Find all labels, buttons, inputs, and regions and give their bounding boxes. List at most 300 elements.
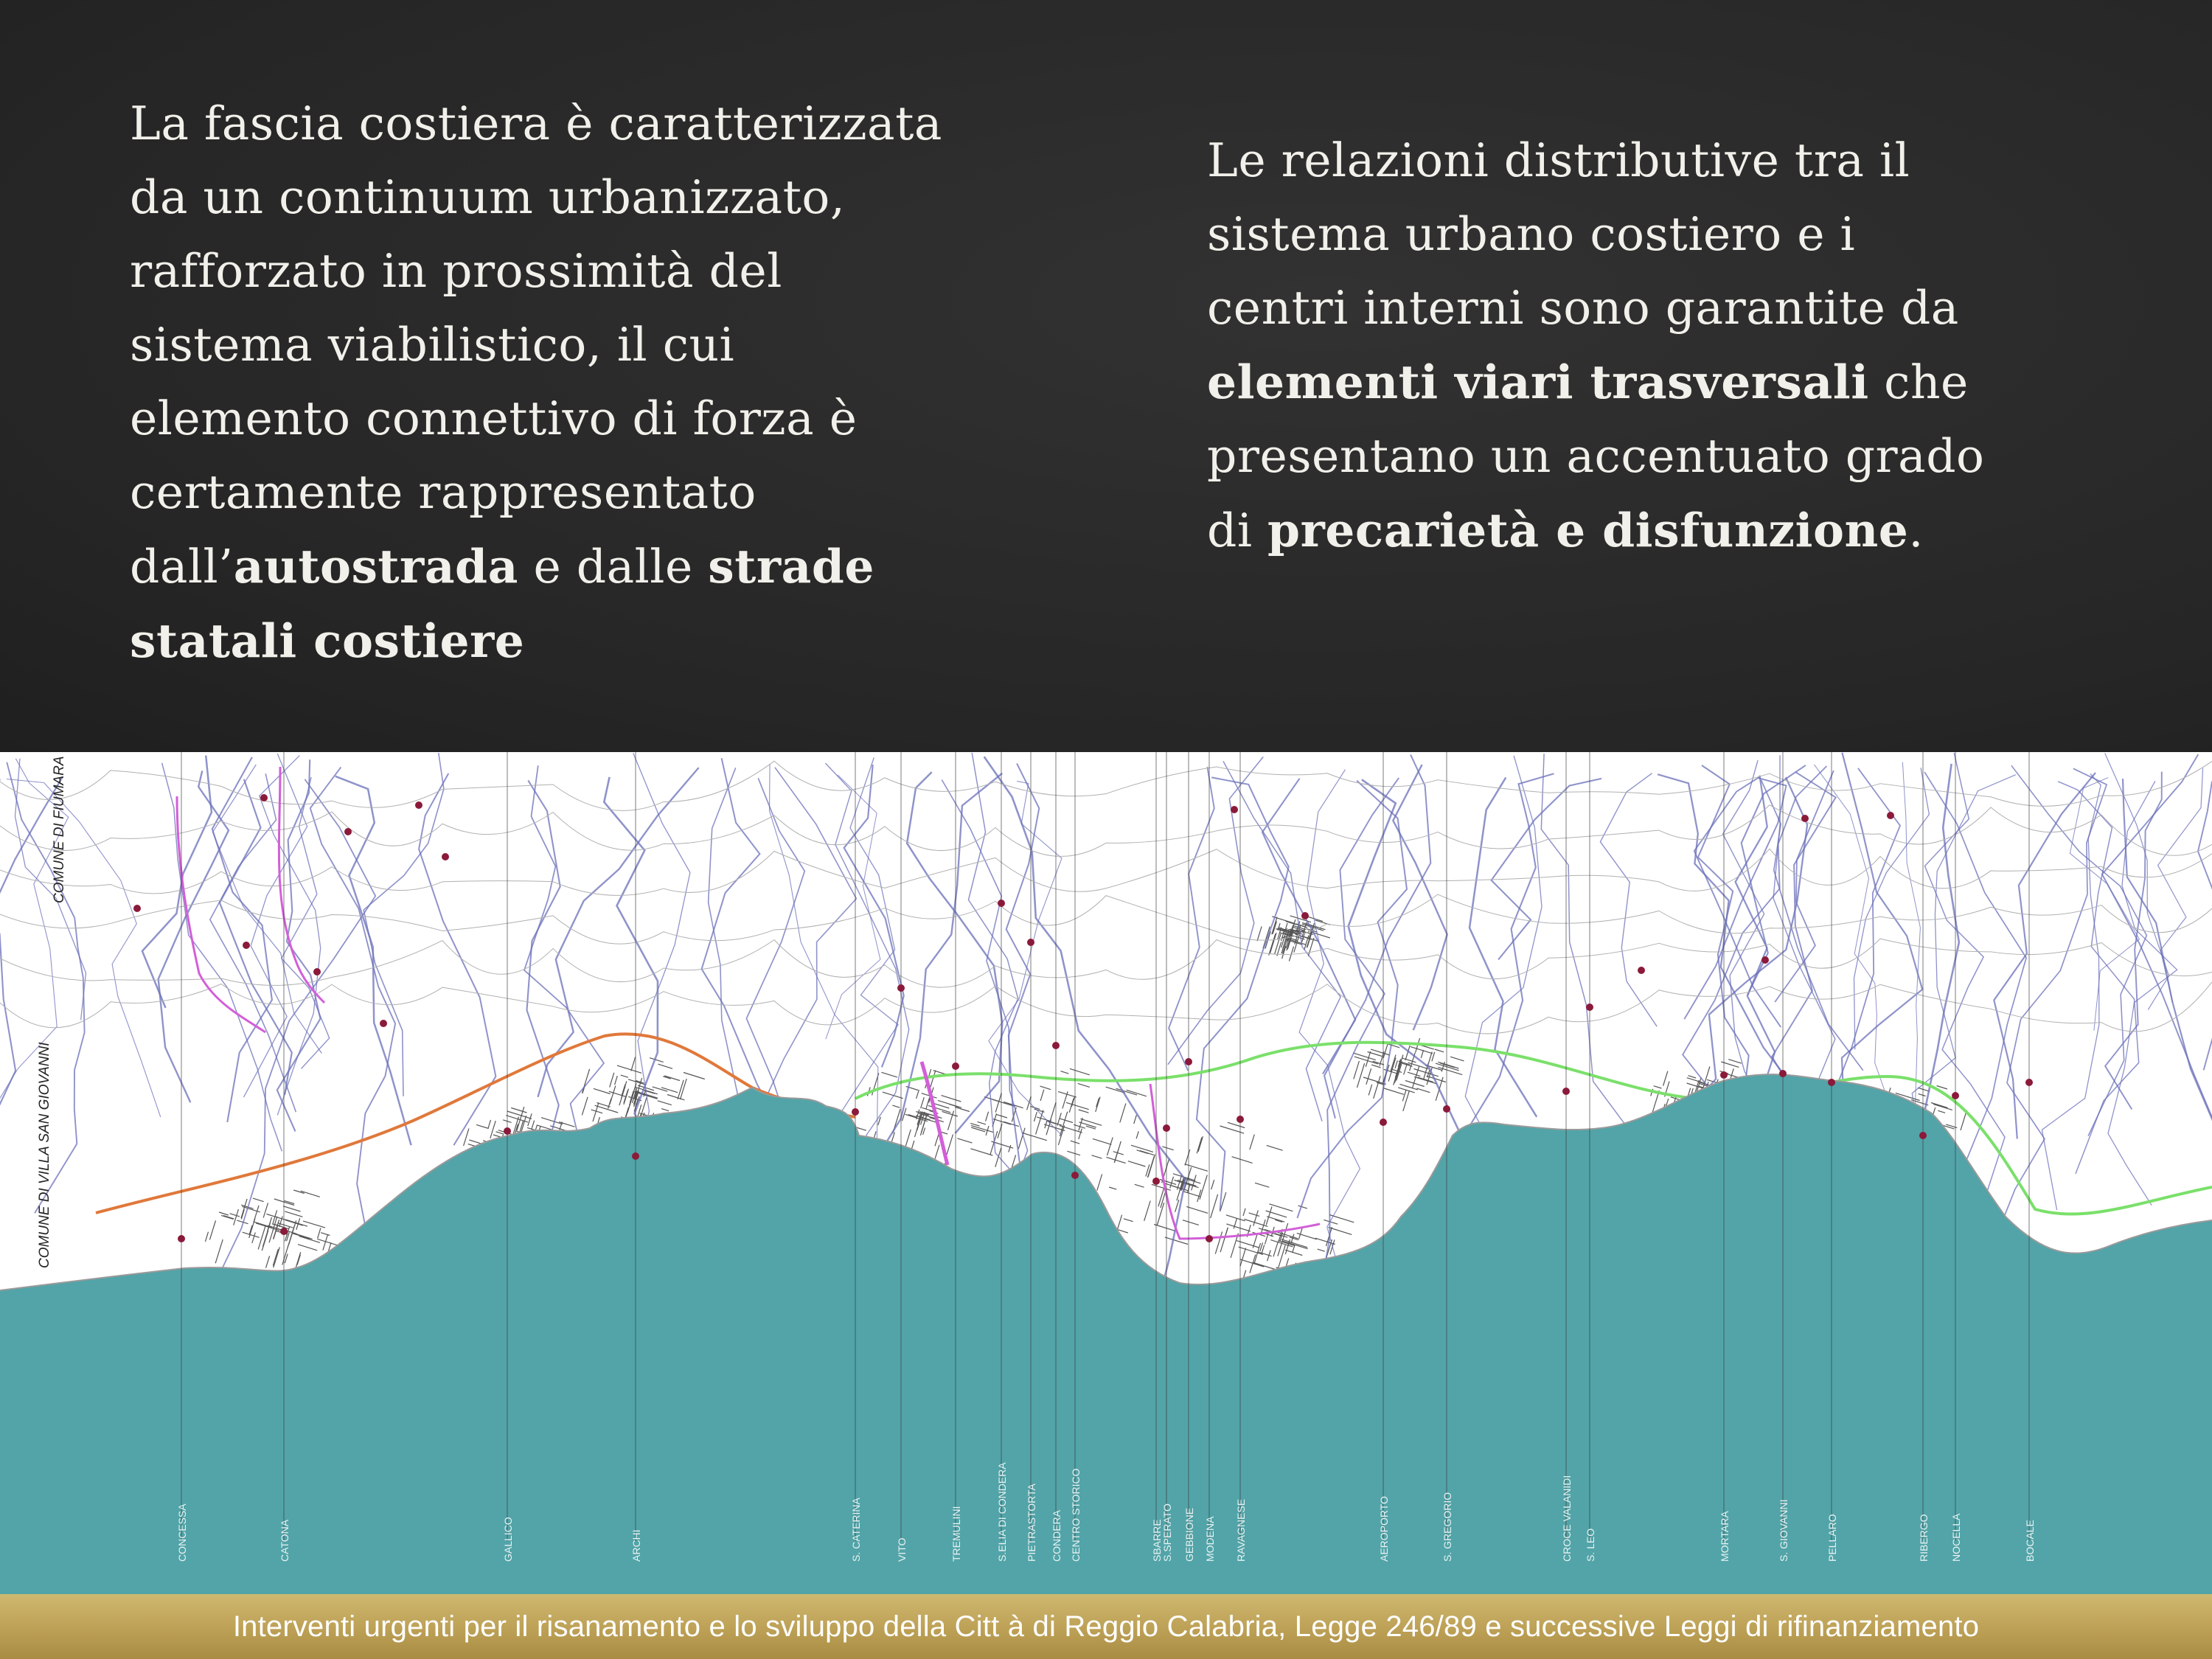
urban-street (1198, 1136, 1203, 1152)
right-line-6 (1207, 493, 2092, 568)
terrain-line (0, 849, 2212, 895)
district-label: RAVAGNESE (1235, 1498, 1247, 1562)
urban-street (1192, 1175, 1197, 1190)
urban-street (215, 1239, 223, 1263)
urban-street (1450, 1057, 1464, 1061)
urban-street (995, 1093, 1001, 1113)
urban-street (1034, 1112, 1037, 1121)
urban-street (1269, 1204, 1293, 1211)
road-segment (2198, 782, 2212, 1071)
urban-street (1134, 1115, 1137, 1124)
urban-street (1253, 1262, 1276, 1270)
road-segment (1006, 763, 1040, 1218)
road-segment (1168, 757, 1263, 1065)
village-marker (415, 801, 422, 809)
urban-street (1120, 1103, 1126, 1122)
district-marker (1052, 1042, 1060, 1049)
urban-street (1249, 1213, 1260, 1217)
urban-street (283, 1206, 300, 1211)
road-segment (874, 773, 1002, 1161)
right-line-4 (1207, 345, 2092, 420)
urban-street (1128, 1161, 1146, 1166)
secondary-road (1150, 1084, 1320, 1239)
urban-street (1050, 1102, 1056, 1122)
urban-street (285, 1220, 303, 1226)
road-segment (538, 768, 699, 1097)
district-marker (1720, 1071, 1728, 1079)
urban-street (1070, 1068, 1090, 1074)
urban-street (1918, 1088, 1930, 1091)
urban-street (1080, 1119, 1102, 1125)
district-marker (952, 1062, 959, 1070)
urban-street (1421, 1050, 1423, 1058)
urban-street (1266, 1206, 1272, 1225)
urban-street (219, 1212, 229, 1215)
urban-street (1211, 1194, 1218, 1218)
urban-street (1259, 1228, 1268, 1231)
urban-street (986, 1112, 989, 1121)
urban-street (956, 1107, 970, 1112)
urban-street (273, 1249, 278, 1265)
urban-street (684, 1073, 705, 1079)
urban-street (1152, 1184, 1171, 1190)
urban-street (1663, 1071, 1668, 1086)
urban-street (476, 1124, 489, 1128)
precarieta-emphasis: precarietà e disfunzione (1267, 503, 1909, 557)
urban-street (1408, 1072, 1420, 1076)
right-line-4-rest: che (1868, 355, 1969, 409)
road-segment (1393, 765, 1447, 1030)
urban-street (1354, 1057, 1379, 1064)
urban-street (279, 1223, 293, 1228)
urban-street (1097, 1175, 1102, 1191)
terrain-line (0, 939, 2212, 987)
district-marker (852, 1108, 859, 1116)
district-marker (1380, 1119, 1387, 1126)
right-paragraph (1207, 124, 2092, 568)
urban-street (1289, 947, 1293, 961)
urban-street (957, 1138, 972, 1143)
sea (0, 1074, 2212, 1594)
map-canvas (0, 752, 2212, 1594)
left-line-8 (130, 604, 1044, 678)
urban-street (1093, 1138, 1111, 1144)
urban-street (537, 1125, 552, 1130)
district-label: S.ELIA DI CONDERA (996, 1462, 1008, 1562)
urban-street (241, 1199, 247, 1218)
urban-street (923, 1128, 925, 1135)
urban-street (1384, 1088, 1404, 1094)
road-segment (2105, 772, 2162, 1110)
district-marker (1237, 1116, 1244, 1123)
urban-street (1388, 1058, 1396, 1082)
road-segment (1994, 773, 2096, 1139)
district-marker (1185, 1058, 1192, 1065)
urban-street (496, 1132, 504, 1134)
road-segment (1492, 779, 1602, 960)
urban-street (1107, 1138, 1113, 1156)
urban-street (624, 1091, 627, 1103)
village-marker (313, 968, 321, 975)
urban-street (1919, 1093, 1926, 1096)
urban-street (1136, 1131, 1138, 1138)
urban-street (299, 1237, 320, 1243)
village-marker (1231, 806, 1238, 813)
urban-street (905, 1130, 911, 1147)
district-marker (632, 1152, 639, 1160)
district-marker (280, 1228, 288, 1235)
left-line-7 (130, 529, 1044, 604)
urban-street (1371, 1049, 1390, 1055)
urban-street (617, 1065, 641, 1073)
urban-street (1366, 1051, 1371, 1067)
village-marker (1301, 912, 1309, 919)
urban-street (1232, 1157, 1253, 1164)
terrain-line (0, 805, 2212, 857)
urban-street (1066, 1102, 1089, 1109)
urban-street (678, 1080, 684, 1099)
urban-street (285, 1211, 302, 1217)
urban-street (1158, 1189, 1164, 1207)
urban-street (1402, 1058, 1416, 1062)
urban-street (1040, 1086, 1051, 1090)
urban-street (1009, 1145, 1011, 1152)
urban-street (1183, 1220, 1199, 1225)
urban-street (1354, 1061, 1360, 1079)
district-label: GALLICO (502, 1517, 514, 1562)
urban-street (1427, 1052, 1432, 1068)
urban-street (938, 1100, 961, 1107)
urban-street (1383, 1043, 1388, 1058)
urban-street (582, 1097, 588, 1116)
district-label: S. GIOVANNI (1778, 1499, 1790, 1562)
urban-street (1096, 1097, 1100, 1113)
elementi-viari-emphasis: elementi viari trasversali (1207, 355, 1869, 409)
district-label: S. GREGORIO (1441, 1492, 1453, 1562)
district-marker (1828, 1079, 1835, 1086)
urban-street (664, 1076, 680, 1081)
urban-street (926, 1097, 930, 1109)
urban-street (1197, 1138, 1202, 1154)
urban-street (241, 1209, 244, 1219)
road-segment (159, 771, 229, 1102)
urban-street (1226, 1215, 1245, 1221)
coastal-map (0, 752, 2212, 1594)
district-label: PELLARO (1826, 1514, 1838, 1562)
district-label: VITO (896, 1537, 908, 1562)
urban-street (1092, 1155, 1102, 1158)
urban-street (1023, 1133, 1047, 1141)
district-marker (1152, 1178, 1160, 1185)
urban-street (1728, 1060, 1742, 1063)
district-label: PIETRASTORTA (1026, 1484, 1037, 1562)
district-label: TREMULINI (950, 1506, 962, 1562)
district-label: NOCELLA (1950, 1513, 1962, 1562)
urban-street (1137, 1150, 1149, 1154)
district-marker (1919, 1132, 1927, 1139)
urban-street (303, 1221, 325, 1228)
district-marker (998, 900, 1005, 907)
village-marker (344, 828, 352, 835)
urban-street (1144, 1201, 1151, 1221)
village-marker (133, 905, 141, 912)
urban-street (1079, 1110, 1089, 1113)
urban-street (274, 1247, 280, 1267)
urban-street (1278, 1245, 1285, 1269)
village-marker (1638, 967, 1645, 974)
urban-street (1113, 1152, 1124, 1155)
district-marker (1163, 1124, 1170, 1132)
urban-street (1269, 934, 1276, 956)
urban-street (881, 1072, 897, 1077)
urban-street (1004, 1121, 1019, 1126)
urban-street (252, 1233, 256, 1243)
village-marker (1887, 812, 1894, 819)
urban-street (1654, 1086, 1662, 1088)
urban-street (488, 1120, 490, 1128)
urban-street (1067, 1151, 1080, 1155)
urban-street (1257, 927, 1262, 942)
district-marker (1779, 1070, 1787, 1077)
urban-street (1404, 1064, 1408, 1075)
road-segment (1854, 768, 1930, 1049)
urban-street (541, 1118, 563, 1124)
urban-street (628, 1079, 646, 1085)
urban-street (995, 1148, 1001, 1167)
urban-street (1403, 1091, 1410, 1111)
urban-street (610, 1086, 616, 1105)
urban-street (1162, 1147, 1173, 1150)
road-segment (1815, 765, 1895, 1118)
urban-street (1124, 1219, 1133, 1222)
urban-street (1250, 1135, 1254, 1150)
urban-street (1688, 1076, 1697, 1078)
urban-street (205, 1232, 208, 1242)
urban-street (935, 1134, 939, 1147)
road-segment (1775, 771, 1834, 1002)
urban-street (1282, 1223, 1287, 1241)
right-line-6-suffix: . (1908, 504, 1924, 557)
urban-street (993, 1119, 1011, 1125)
urban-street (1298, 1206, 1307, 1208)
urban-street (253, 1198, 264, 1202)
urban-street (301, 1191, 320, 1197)
urban-street (1357, 1063, 1365, 1088)
urban-street (892, 1105, 900, 1107)
urban-street (1116, 1088, 1138, 1095)
urban-street (1069, 1098, 1074, 1112)
urban-street (1315, 1238, 1335, 1244)
urban-street (258, 1226, 265, 1249)
urban-street (285, 1220, 307, 1226)
right-line-1: Le relazioni distributive tra il (1207, 133, 1910, 187)
urban-street (935, 1145, 939, 1159)
village-marker (243, 942, 250, 949)
urban-street (268, 1217, 272, 1231)
district-marker (178, 1235, 185, 1242)
urban-street (1285, 1250, 1302, 1255)
urban-street (631, 1057, 636, 1071)
urban-street (1078, 1083, 1090, 1087)
road-segment (142, 756, 212, 1008)
urban-street (223, 1216, 234, 1219)
left-paragraph (130, 87, 1044, 678)
urban-street (1398, 1055, 1403, 1073)
urban-street (318, 1228, 321, 1239)
terrain-line (0, 982, 2212, 1034)
left-line-5: elemento connettivo di forza è (130, 392, 858, 445)
urban-street (1183, 1192, 1200, 1197)
urban-street (1040, 1090, 1044, 1101)
left-line-7-middle: e dalle (518, 540, 709, 594)
urban-street (921, 1097, 925, 1108)
urban-street (1267, 1217, 1284, 1222)
left-line-4: sistema viabilistico, il cui (130, 318, 735, 372)
road-segment (1223, 761, 1340, 1121)
district-marker (1071, 1172, 1079, 1179)
urban-street (1267, 1145, 1283, 1150)
left-line-6: certamente rappresentato (130, 465, 757, 519)
urban-street (594, 1088, 611, 1093)
terrain-line (0, 894, 2212, 944)
urban-street (1353, 1053, 1376, 1060)
district-label: GEBBIONE (1183, 1507, 1195, 1562)
urban-street (1058, 1126, 1064, 1146)
village-marker (442, 853, 449, 860)
left-line-3: rafforzato in prossimità del (130, 244, 782, 298)
urban-street (1374, 1076, 1380, 1099)
urban-street (1243, 1208, 1245, 1216)
village-marker (1801, 815, 1809, 822)
road-segment (0, 779, 15, 1119)
urban-street (528, 1113, 532, 1126)
district-label: CONDERA (1051, 1509, 1062, 1562)
urban-street (1060, 1119, 1074, 1123)
urban-street (230, 1214, 240, 1217)
urban-street (942, 1096, 961, 1102)
district-label: CONCESSA (176, 1503, 188, 1562)
road-segment (210, 773, 296, 1112)
urban-street (289, 1220, 296, 1245)
boundary-label-villa-san-giovanni: COMUNE DI VILLA SAN GIOVANNI (37, 1042, 52, 1268)
urban-street (1186, 1206, 1208, 1213)
urban-street (1061, 1071, 1069, 1074)
district-label: BOCALE (2024, 1520, 2036, 1562)
urban-street (1060, 1112, 1067, 1136)
urban-street (1931, 1103, 1948, 1108)
footer-caption: Interventi urgenti per il risanamento e lo sviluppo della Citt à di Reggio Calabria, Legge 246/89 e successive Leggi di rifinanziamento (232, 1610, 1980, 1643)
village-marker (1761, 956, 1769, 964)
autostrada-emphasis: autostrada (233, 539, 518, 594)
terrain-line (0, 761, 2212, 810)
urban-street (221, 1215, 233, 1219)
urban-street (637, 1078, 642, 1093)
district-marker (1586, 1004, 1593, 1011)
urban-street (297, 1255, 300, 1265)
district-label: AEROPORTO (1378, 1496, 1390, 1562)
district-label: S.SPERATO (1161, 1503, 1173, 1562)
right-line-6-prefix: di (1207, 504, 1268, 557)
urban-street (298, 1245, 317, 1251)
district-label: S. CATERINA (850, 1498, 862, 1562)
road-segment (2042, 774, 2101, 1211)
urban-street (266, 1256, 270, 1267)
district-marker (2025, 1079, 2033, 1086)
urban-street (1200, 1175, 1207, 1200)
urban-street (1255, 1183, 1269, 1187)
urban-street (1417, 1077, 1433, 1082)
village-marker (380, 1020, 387, 1027)
district-label: S. LEO (1585, 1528, 1596, 1562)
urban-street (610, 1073, 614, 1088)
district-marker (1027, 939, 1034, 946)
urban-street (917, 1090, 919, 1099)
urban-street (321, 1233, 330, 1236)
district-label: CATONA (279, 1519, 291, 1562)
district-label: ARCHI (630, 1529, 642, 1562)
urban-street (1185, 1150, 1190, 1166)
district-marker (504, 1127, 511, 1135)
right-line-2: sistema urbano costiero e i (1207, 207, 1856, 261)
left-line-1: La fascia costiera è caratterizzata (130, 97, 942, 150)
urban-street (970, 1149, 992, 1155)
road-segment (1197, 777, 1289, 1210)
urban-street (978, 1121, 986, 1124)
road-segment (1996, 768, 2107, 1237)
left-line-7-prefix: dall’ (130, 540, 234, 594)
urban-street (615, 1076, 618, 1085)
urban-street (650, 1058, 664, 1062)
urban-street (1402, 1090, 1406, 1101)
urban-street (1273, 1242, 1278, 1256)
urban-street (1395, 1060, 1397, 1068)
urban-street (1262, 1220, 1266, 1233)
district-marker (1206, 1235, 1213, 1242)
urban-street (1037, 1117, 1050, 1121)
district-marker (1443, 1105, 1450, 1113)
road-segment (1600, 773, 1657, 1027)
urban-street (1228, 1122, 1245, 1127)
urban-street (507, 1111, 532, 1119)
urban-street (209, 1220, 215, 1239)
road-segment (826, 775, 880, 1039)
urban-street (1938, 1110, 1945, 1113)
urban-street (263, 1203, 268, 1217)
urban-street (490, 1121, 495, 1138)
right-line-3: centri interni sono garantite da (1207, 281, 1959, 335)
urban-street (1435, 1049, 1444, 1052)
district-marker (1562, 1088, 1570, 1095)
urban-street (1416, 1088, 1430, 1093)
urban-street (661, 1109, 669, 1111)
left-line-2: da un continuum urbanizzato, (130, 170, 846, 224)
district-label: CROCE VALANIDI (1561, 1475, 1573, 1562)
urban-street (658, 1064, 673, 1068)
district-marker (1952, 1092, 1959, 1099)
district-label: SBARRE (1151, 1519, 1163, 1562)
district-label: RIBERGO (1918, 1514, 1930, 1562)
urban-street (658, 1101, 672, 1105)
urban-street (1220, 1228, 1228, 1252)
district-label: MORTARA (1719, 1511, 1731, 1562)
road-segment (419, 773, 495, 1145)
urban-street (1135, 1184, 1144, 1187)
urban-street (1211, 1180, 1214, 1189)
statali-costiere-emphasis: statali costiere (130, 613, 525, 668)
urban-street (1154, 1225, 1175, 1231)
urban-street (667, 1095, 684, 1100)
urban-street (464, 1129, 469, 1147)
